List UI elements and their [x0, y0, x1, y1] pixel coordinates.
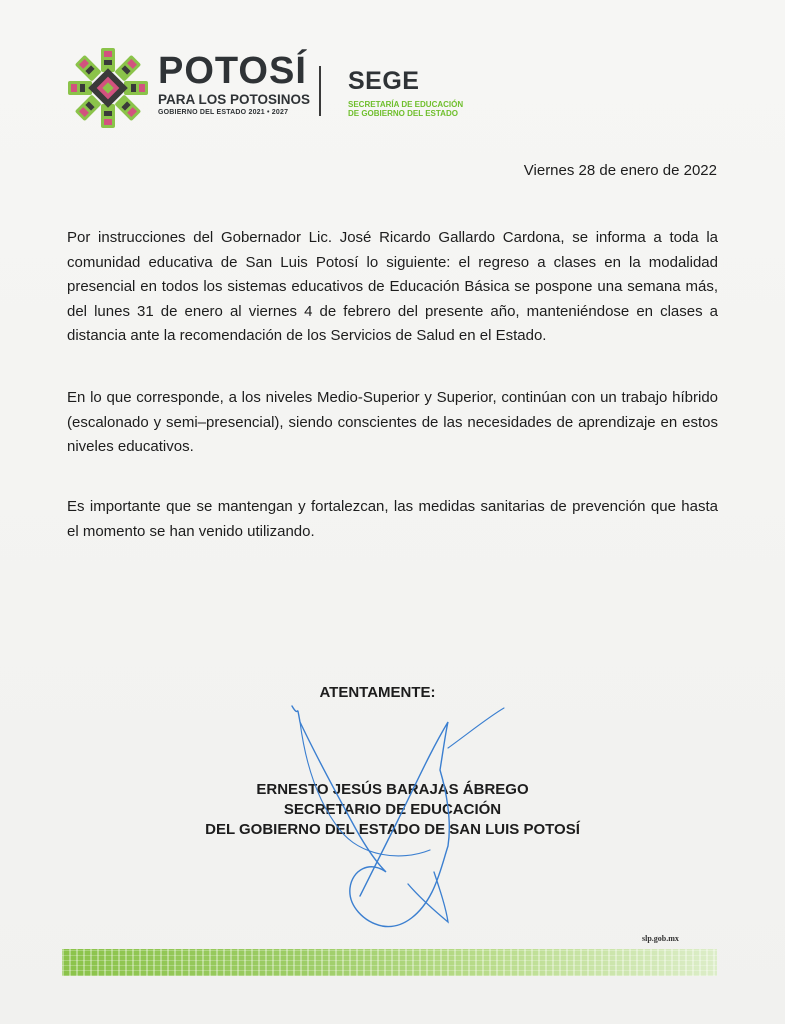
letter-date: Viernes 28 de enero de 2022 — [523, 162, 717, 179]
paragraph-2: En lo que corresponde, a los niveles Medio-Superior y Superior, continúan con un trabajo híbrido (escalonado y semi–presencial), siendo conscientes de las necesidades de aprendizaje en estos niveles educativos. — [67, 389, 718, 455]
potosi-logo-icon — [66, 46, 150, 130]
paragraph-1: Por instrucciones del Gobernador Lic. José Ricardo Gallardo Cardona, se informa a toda la comunidad educativa de San Luis Potosí lo siguiente: el regreso a clases en la modalidad presencial en todos los sistemas educativos de Educación Básica se pospone una semana más, del lunes 31 de enero al viernes 4 de febrero del presente año, manteniéndose en clases a distancia ante la recomendación de los Servicios de Salud en el Estado. — [67, 229, 718, 344]
signatory-org: DEL GOBIERNO DEL ESTADO DE SAN LUIS POTOSÍ — [205, 821, 580, 838]
sege-line-1: SECRETARÍA DE EDUCACIÓN — [348, 100, 464, 109]
brand-block — [158, 52, 310, 118]
closing-atentamente: ATENTAMENTE: — [319, 684, 436, 701]
brand-tagline: PARA LOS POTOSINOS — [158, 92, 311, 107]
footer-band — [62, 949, 717, 976]
brand-subtitle: GOBIERNO DEL ESTADO 2021 • 2027 — [158, 109, 289, 116]
sege-block — [348, 68, 463, 118]
letterhead — [66, 46, 486, 136]
sege-subtitle — [348, 100, 463, 118]
sege-name: SEGE — [348, 67, 420, 95]
signatory-block — [0, 780, 785, 840]
paragraph-3: Es importante que se mantengan y fortalezcan, las medidas sanitarias de prevención que hasta el momento se han venido utilizando. — [67, 498, 718, 540]
footer-url: slp.gob.mx — [642, 934, 679, 943]
signatory-name: ERNESTO JESÚS BARAJAS ÁBREGO — [256, 781, 529, 798]
brand-name: POTOSÍ — [158, 50, 307, 92]
header-divider — [319, 66, 321, 116]
signatory-title: SECRETARIO DE EDUCACIÓN — [283, 801, 502, 818]
sege-line-2: DE GOBIERNO DEL ESTADO — [348, 109, 458, 118]
